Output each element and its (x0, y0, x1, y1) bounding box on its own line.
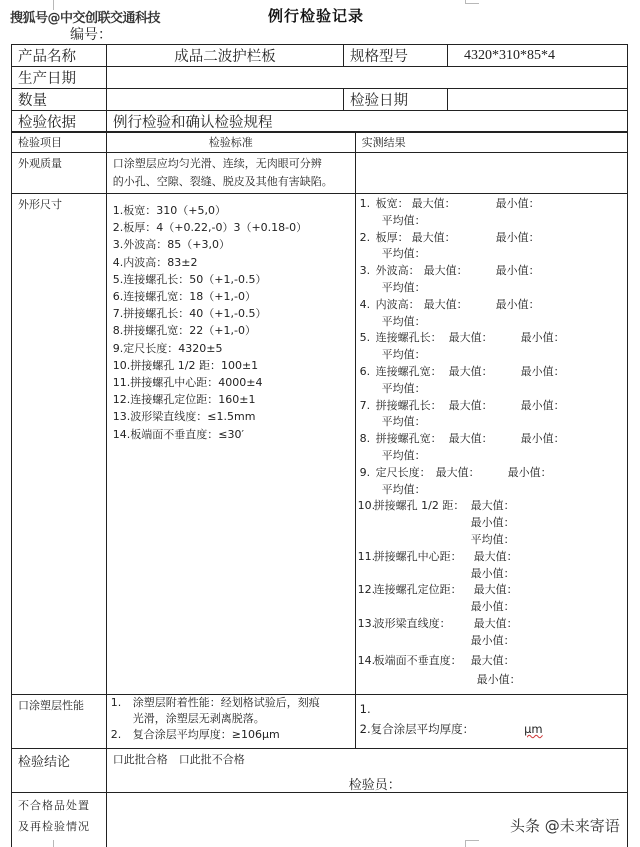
coating-label: 口涂塑层性能 (12, 695, 107, 749)
coating-thickness-unit: μm (524, 722, 543, 736)
std-item: 11.拼接螺孔中心距：4000±4 (112, 376, 263, 390)
production-date-label: 生产日期 (12, 67, 107, 89)
quantity-value[interactable] (107, 89, 344, 111)
max-label: 最大值： (411, 230, 456, 244)
result-num: 10. (357, 499, 376, 513)
avg-label: 平均值： (381, 280, 426, 294)
dimensions-results[interactable] (355, 194, 627, 695)
disposal-label: 不合格品处置及再检验情况 (12, 793, 107, 847)
max-label: 最大值： (411, 197, 456, 210)
inspection-date-label: 检验日期 (344, 89, 448, 111)
min-label: 最小值： (476, 673, 521, 687)
max-label: 最大值： (470, 499, 515, 513)
result-name: 波形梁直线度： (373, 616, 451, 630)
appearance-standard (106, 153, 355, 194)
conclusion-cell[interactable] (106, 749, 627, 793)
max-label: 最大值： (470, 653, 515, 667)
doc-number-label: 编号： (70, 27, 112, 43)
row-product (12, 45, 628, 67)
max-label: 最大值： (448, 364, 493, 378)
result-name: 连接螺孔定位距： (373, 583, 462, 597)
result-name: 拼接螺孔宽： (375, 432, 442, 446)
basis-label: 检验依据 (12, 111, 107, 133)
coating-std-text: 涂塑层附着性能：经划格试验后，刻痕 (132, 696, 320, 709)
std-item: 1.板宽：310（+5,0） (112, 204, 226, 217)
result-name: 连接螺孔宽： (375, 364, 442, 378)
conclusion-label: 检验结论 (12, 749, 107, 793)
min-label: 最小值： (507, 465, 552, 479)
avg-label: 平均值： (381, 348, 426, 362)
result-num: 4. (359, 297, 371, 311)
coating-std-text: 复合涂层平均厚度：≥106μm (132, 728, 280, 741)
appearance-standard-line: 的小孔、空隙、裂缝、脱皮及其他有害缺陷。 (112, 175, 333, 188)
min-label: 最小值： (470, 566, 515, 580)
min-label: 最小值： (470, 633, 515, 647)
max-label: 最大值： (448, 398, 493, 412)
result-name: 板厚： (375, 230, 409, 244)
std-item: 8.拼接螺孔宽：22（+1,-0） (112, 324, 256, 338)
std-item: 5.连接螺孔长：50（+1,-0.5） (112, 272, 267, 286)
col-header-result: 实测结果 (355, 132, 627, 153)
result-num: 3. (359, 264, 371, 278)
std-item: 10.拼接螺孔 1/2 距：100±1 (112, 358, 259, 372)
coating-result-1: 1. (359, 702, 371, 716)
result-name: 拼接螺孔 1/2 距： (373, 499, 465, 513)
result-num: 13. (357, 616, 376, 630)
production-date-value[interactable] (107, 67, 628, 89)
avg-label: 平均值： (381, 482, 426, 496)
max-label: 最大值： (448, 432, 493, 446)
std-item: 3.外波高：85（+3,0） (112, 238, 230, 252)
coating-standards (106, 695, 355, 749)
result-num: 7. (359, 398, 371, 412)
avg-label: 平均值： (381, 247, 426, 261)
document-title: 例行检验记录 (268, 7, 365, 25)
watermark-bottom: 头条 @未来寄语 (510, 817, 620, 835)
result-name: 拼接螺孔长： (375, 398, 442, 412)
result-num: 2. (359, 230, 371, 244)
row-dimensions (12, 194, 628, 695)
max-label: 最大值： (435, 465, 480, 479)
spec-value[interactable]: 4320*310*85*4 (448, 45, 628, 67)
row-conclusion (12, 749, 628, 793)
min-label: 最小值： (470, 600, 515, 614)
max-label: 最大值： (473, 549, 518, 563)
min-label: 最小值： (495, 230, 540, 244)
max-label: 最大值： (448, 331, 493, 345)
min-label: 最小值： (520, 432, 565, 446)
std-item: 6.连接螺孔宽：18（+1,-0） (112, 290, 256, 304)
appearance-result[interactable] (355, 153, 627, 194)
result-name: 外波高： (375, 264, 420, 278)
std-item: 14.板端面不垂直度：≤30′ (112, 427, 244, 441)
min-label: 最小值： (495, 264, 540, 278)
avg-label: 平均值： (381, 415, 426, 429)
col-header-standard: 检验标准 (106, 132, 355, 153)
row-coating (12, 695, 628, 749)
watermark-top: 搜狐号@中交创联交通科技 (10, 11, 161, 26)
min-label: 最小值： (495, 297, 540, 311)
coating-std-num: 1. (110, 696, 122, 709)
result-name: 板端面不垂直度： (373, 653, 462, 667)
dimensions-standards (106, 194, 355, 695)
std-item: 7.拼接螺孔长：40（+1,-0.5） (112, 307, 267, 321)
result-num: 12. (357, 583, 376, 597)
result-name: 拼接螺孔中心距： (373, 549, 462, 563)
result-num: 9. (359, 465, 371, 479)
max-label: 最大值： (423, 264, 468, 278)
result-name: 板宽： (375, 197, 409, 210)
min-label: 最小值： (520, 398, 565, 412)
row-basis (12, 111, 628, 133)
page-corner-mark (465, 0, 479, 4)
coating-results[interactable] (355, 695, 627, 749)
result-num: 11. (357, 549, 376, 563)
header-info-table (11, 44, 628, 133)
max-label: 最大值： (473, 616, 518, 630)
col-header-item: 检验项目 (12, 132, 107, 153)
spec-label: 规格型号 (344, 45, 448, 67)
dimensions-label: 外形尺寸 (12, 194, 107, 695)
inspector-label: 检验员： (348, 778, 401, 793)
std-item: 9.定尺长度：4320±5 (112, 341, 223, 355)
std-item: 13.波形梁直线度：≤1.5mm (112, 410, 256, 424)
coating-std-text: 光滑，涂塑层无剥离脱落。 (132, 712, 265, 725)
min-label: 最小值： (470, 516, 515, 530)
inspection-date-value[interactable] (448, 89, 628, 111)
coating-std-num: 2. (110, 728, 122, 741)
product-name-label: 产品名称 (12, 45, 107, 67)
avg-label: 平均值： (381, 448, 426, 462)
appearance-standard-line: 口涂塑层应均匀光滑、连续，无肉眼可分辨 (112, 157, 322, 170)
avg-label: 平均值： (381, 213, 426, 227)
result-name: 连接螺孔长： (375, 331, 442, 345)
std-item: 12.连接螺孔定位距：160±1 (112, 393, 256, 407)
inspection-table (11, 131, 628, 847)
std-item: 2.板厚：4（+0.22,-0）3（+0.18-0） (112, 221, 308, 235)
coating-thickness-label: 2.复合涂层平均厚度： (359, 722, 475, 736)
product-name-value[interactable]: 成品二波护栏板 (107, 45, 344, 67)
min-label: 最小值： (520, 331, 565, 345)
column-header-row (12, 132, 628, 153)
avg-label: 平均值： (381, 381, 426, 395)
appearance-label: 外观质量 (12, 153, 107, 194)
row-appearance (12, 153, 628, 194)
row-quantity (12, 89, 628, 111)
min-label: 最小值： (495, 197, 540, 210)
row-production-date (12, 67, 628, 89)
coating-result-2 (360, 719, 623, 739)
avg-label: 平均值： (470, 532, 515, 546)
result-num: 1. (359, 197, 371, 210)
conclusion-options[interactable]: 口此批合格 口此批不合格 (112, 753, 245, 766)
result-num: 6. (359, 364, 371, 378)
result-name: 内波高： (375, 297, 420, 311)
std-item: 4.内波高：83±2 (112, 255, 198, 269)
min-label: 最小值： (520, 364, 565, 378)
basis-value[interactable]: 例行检验和确认检验规程 (107, 111, 628, 133)
result-num: 5. (359, 331, 371, 345)
max-label: 最大值： (473, 583, 518, 597)
result-name: 定尺长度： (375, 465, 431, 479)
max-label: 最大值： (423, 297, 468, 311)
result-num: 8. (359, 432, 371, 446)
result-num: 14. (357, 653, 376, 667)
avg-label: 平均值： (381, 314, 426, 328)
quantity-label: 数量 (12, 89, 107, 111)
